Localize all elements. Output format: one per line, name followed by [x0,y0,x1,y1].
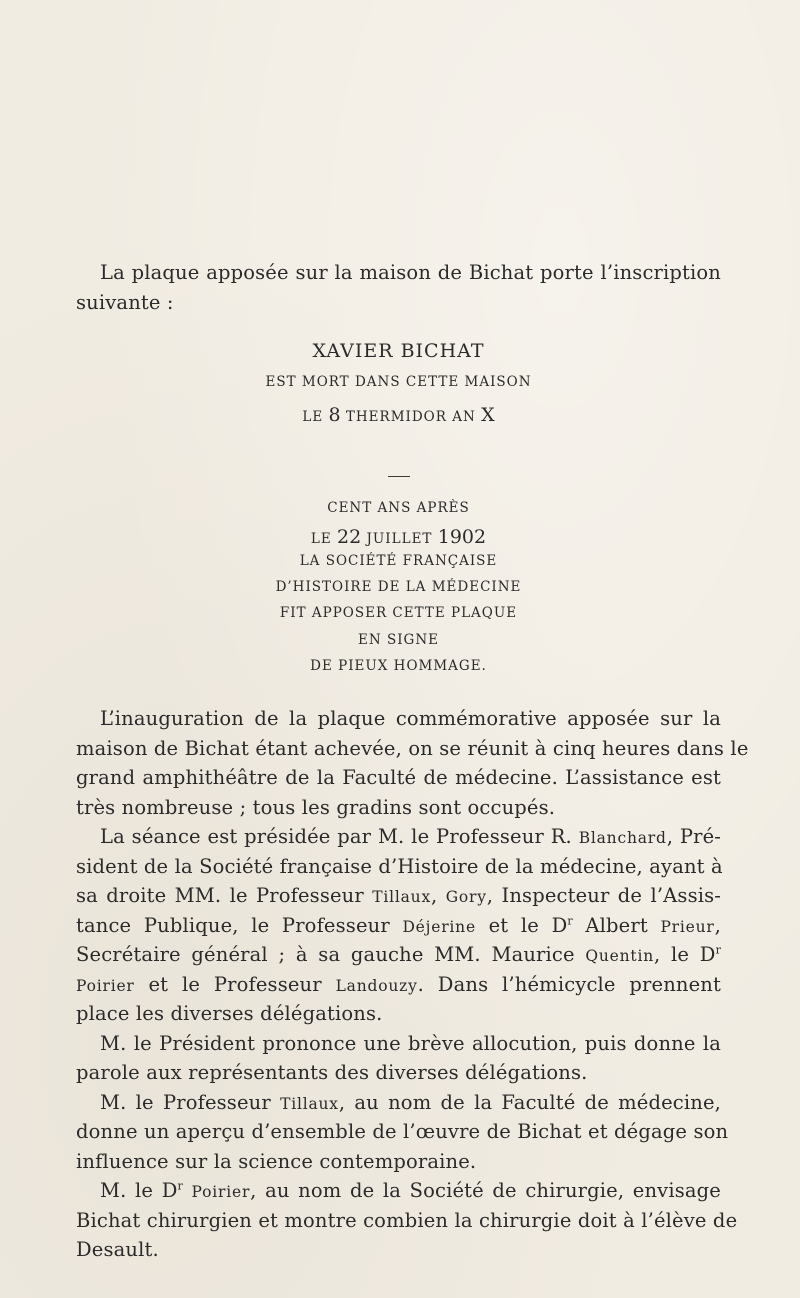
para4-text: M. le Professeur [100,1090,271,1114]
inscription-separator [388,476,410,477]
para5-line-3: Desault. [76,1238,159,1261]
inscription-line-4 [76,526,721,548]
para2-text: et le Professeur [148,972,322,996]
para1-line-1: L’inauguration de la plaque commémorative apposée sur la [100,707,721,730]
para2-text: , Inspecteur de l’Assis- [486,884,722,907]
inscription-line-7: FIT APPOSER CETTE PLAQUE [279,605,518,621]
para2-text: , Pré- [666,825,722,848]
person-blanchard: Blanchard [578,829,667,847]
inscription-line-3: CENT ANS APRÈS [327,500,470,516]
para2-line-1 [76,822,721,852]
person-dejerine: Déjerine [402,917,476,936]
para2-line-5 [76,940,721,970]
body-text [76,704,749,1265]
superscript: r [177,1179,183,1193]
para2-text: et le D [488,913,568,937]
person-poirier: Poirier [76,976,135,995]
para5-text: M. le D [100,1179,178,1202]
para2-text: , [714,913,721,937]
para4-text: , au nom de la Faculté de médecine, [338,1090,722,1114]
para4-line-2: donne un aperçu d’ensemble de l’œuvre de Bichat et dégage son [76,1120,729,1143]
para4-line-1 [76,1088,721,1118]
para2-line-7: place les diverses délégations. [76,1002,383,1025]
para1-line-2: maison de Bichat étant achevée, on se réunit à cinq heures dans le [76,736,749,760]
intro-line-2: suivante : [76,290,174,314]
inscription-line-2-prefix: LE [302,409,324,425]
para1-line-3: grand amphithéâtre de la Faculté de médecine. L’assistance est [76,766,721,789]
para1-line-4: très nombreuse ; tous les gradins sont occupés. [76,795,556,819]
para5-text: , au nom de la Société de chirurgie, envisage [250,1179,721,1202]
para2-text: tance Publique, le Professeur [76,913,390,937]
person-quentin: Quentin [585,947,654,965]
person-prieur: Prieur [660,917,715,936]
inscription-line-1: EST MORT DANS CETTE MAISON [265,374,532,390]
inscription-line-4-day: 22 [337,526,362,548]
para2-text: La séance est présidée par M. le Professeur R. [100,825,572,848]
para2-line-2: sident de la Société française d’Histoire de la médecine, ayant à [76,854,723,878]
inscription-line-2 [76,404,721,426]
person-poirier-2: Poirier [191,1183,251,1201]
para5-line-2: Bichat chirurgien et montre combien la chirurgie doit à l’élève de [76,1208,738,1232]
para3-line-1: M. le Président prononce une brève allocution, puis donne la [100,1031,721,1055]
inscription-line-8: EN SIGNE [358,632,439,648]
person-tillaux: Tillaux [372,888,431,906]
inscription-name: XAVIER BICHAT [312,340,485,362]
inscription-line-4-month: JUILLET [366,531,433,547]
inscription-line-4-prefix: LE [310,531,332,547]
para2-text: Albert [585,913,648,937]
para2-text: , [431,884,438,907]
intro-line-1: La plaque apposée sur la maison de Bichat porte l’inscription [100,261,721,284]
inscription-line-9: DE PIEUX HOMMAGE. [310,658,487,674]
inscription-line-2-day: 8 [328,404,341,426]
person-landouzy: Landouzy [335,976,418,995]
inscription-line-2-year: X [481,404,495,426]
para5-line-1 [76,1176,721,1206]
inscription-line-4-year: 1902 [437,526,487,548]
inscription-line-5: LA SOCIÉTÉ FRANÇAISE [299,553,498,569]
para3-line-2: parole aux représentants des diverses délégations. [76,1061,588,1084]
para2-text: sa droite MM. le Professeur [76,884,364,907]
para2-line-4 [76,911,721,941]
inscription-line-6: D’HISTOIRE DE LA MÉDECINE [275,579,522,595]
person-gory: Gory [445,888,487,906]
person-tillaux-2: Tillaux [280,1094,339,1113]
para4-line-3: influence sur la science contemporaine. [76,1149,477,1173]
para2-text: Secrétaire général ; à sa gauche MM. Maurice [76,943,575,966]
para2-text: . Dans l’hémicycle prennent [417,972,722,996]
intro-paragraph [76,258,721,317]
superscript: r [567,914,573,927]
para2-text: , le D [654,943,716,966]
para2-line-3 [76,881,721,911]
inscription-line-2-mid: THERMIDOR AN [345,409,476,425]
superscript: r [715,943,721,957]
para2-line-6 [76,970,721,1000]
